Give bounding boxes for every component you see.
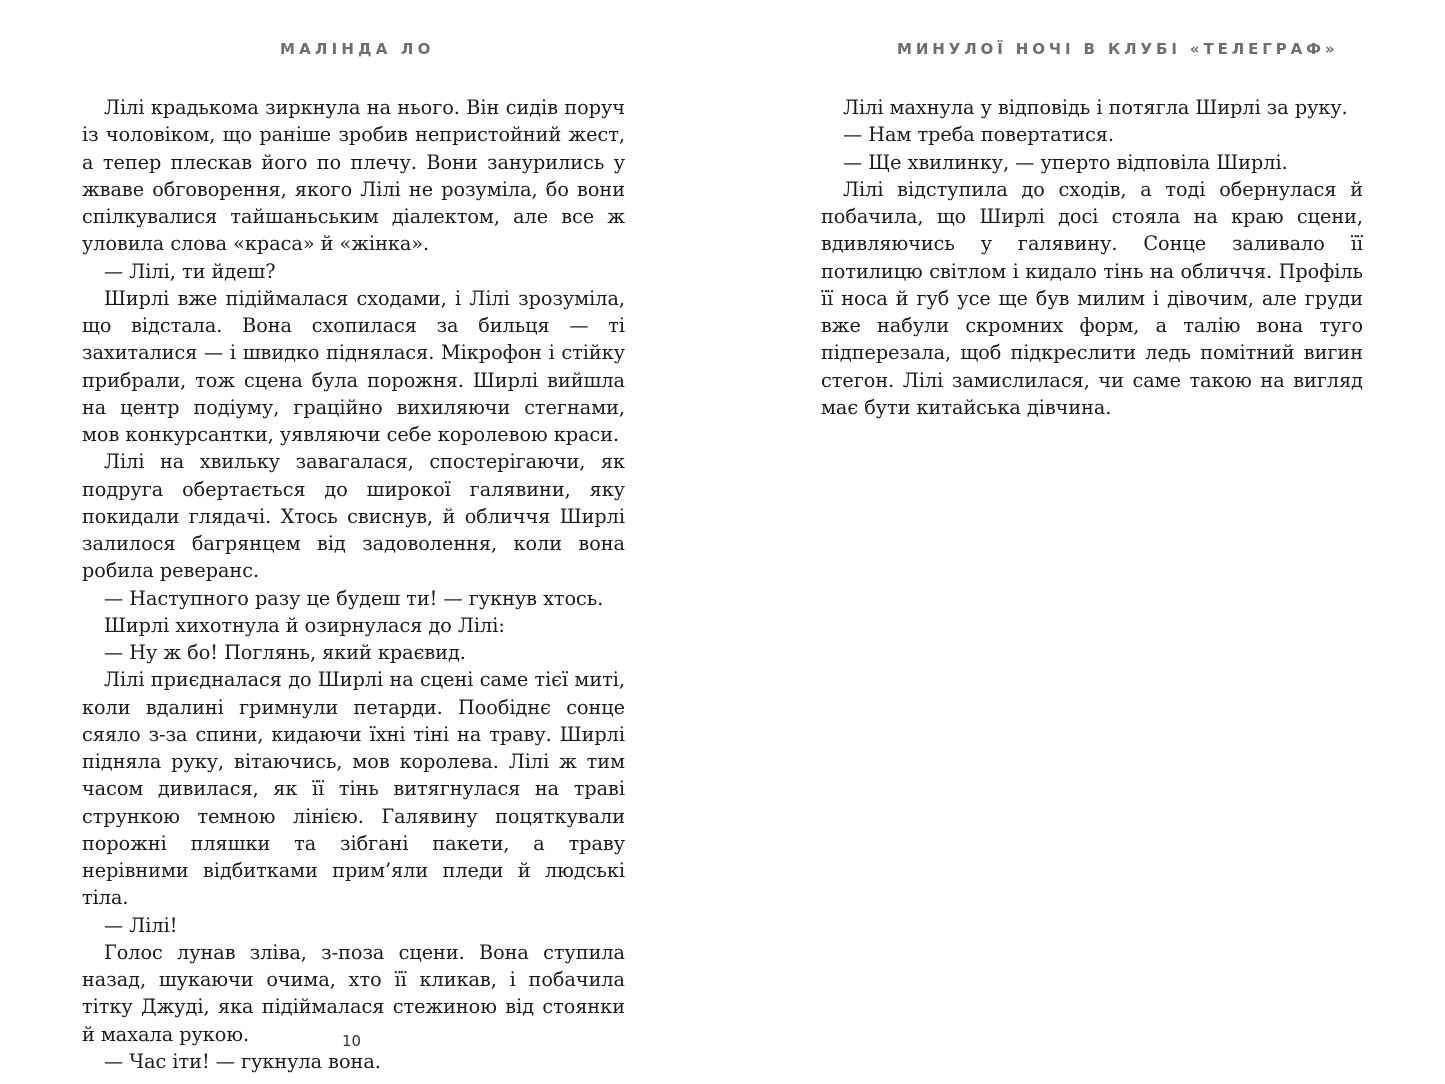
paragraph: — Ну ж бо! Поглянь, який краєвид. (104, 641, 466, 664)
paragraph: Лілі приєдналася до Ширлі на сцені саме тієї миті, коли вдалині гримнули петарди. Пообіднє сонце сяяло з-за спини, кидаючи їхні тіні на траву. Ширлі підняла руку, вітаючись, мов королева. Лілі ж тим часом дивилася, як її тінь витягнулася на траві стрункою темною лінією. Галявину поцяткували порожні пляшки та зібгані пакети, а траву нерівними відбитками прим’яли пледи й людські тіла. (82, 668, 625, 910)
paragraph: — Ще хвилинку, — уперто відповіла Ширлі. (843, 150, 1288, 174)
paragraph: — Лілі! (104, 913, 178, 937)
page-number: 10 (342, 1032, 362, 1050)
paragraph: Лілі махнула у відповідь і потягла Ширлі за руку. (843, 96, 1348, 119)
paragraph: Голос лунав зліва, з-поза сцени. Вона ступила назад, шукаючи очима, хто її кликав, і побачила тітку Джуді, яка підіймалася стежиною від стоянки й махала рукою. (82, 940, 625, 1046)
running-head-title: МИНУЛОЇ НОЧІ В КЛУБІ «ТЕЛЕГРАФ» (897, 40, 1339, 58)
paragraph: — Наступного разу це будеш ти! — гукнув хтось. (104, 586, 604, 610)
paragraph: Лілі крадькома зиркнула на нього. Він сидів поруч із чоловіком, що раніше зробив непристойний жест, а тепер плескав його по плечу. Вони занурились у жваве обговорення, якого Лілі не розуміла, бо вони спілкувалися тайшаньським діалектом, але все ж уловила слова «краса» й «жінка». (82, 96, 625, 256)
paragraph: Ширлі вже підіймалася сходами, і Лілі зрозуміла, що відстала. Вона схопилася за бильця — ті захиталися — і швидко піднялася. Мікрофон і стійку прибрали, тож сцена була порожня. Ширлі вийшла на центр подіуму, граційно вихиляючи стегнами, мов конкурсантки, уявляючи себе королевою краси. (82, 286, 625, 446)
body-text (821, 94, 1363, 421)
left-page (0, 0, 722, 1084)
paragraph: Ширлі хихотнула й озирнулася до Лілі: (104, 613, 505, 637)
paragraph: Лілі відступила до сходів, а тоді обернулася й побачила, що Ширлі досі стояла на краю сцени, вдивляючись у галявину. Сонце заливало її потилицю світлом і кидало тінь на обличчя. Профіль її носа й губ усе ще був милим і дівочим, але груди вже набули скромних форм, а талію вона туго підперезала, щоб підкреслити ледь помітний вигин стегон. Лілі замислилася, чи саме такою на вигляд має бути китайська дівчина. (821, 177, 1363, 419)
paragraph: — Час іти! — гукнула вона. (104, 1049, 381, 1073)
paragraph: — Нам треба повертатися. (843, 123, 1115, 147)
running-head-author: МАЛІНДА ЛО (280, 40, 435, 58)
body-text (82, 94, 625, 1075)
right-page (722, 0, 1445, 1084)
paragraph: — Лілі, ти йдеш? (104, 259, 276, 283)
paragraph: Лілі на хвильку завагалася, спостерігаючи, як подруга обертається до широкої галявини, яку покидали глядачі. Хтось свиснув, й обличчя Ширлі залилося багрянцем від задоволення, коли вона робила реверанс. (82, 450, 625, 583)
